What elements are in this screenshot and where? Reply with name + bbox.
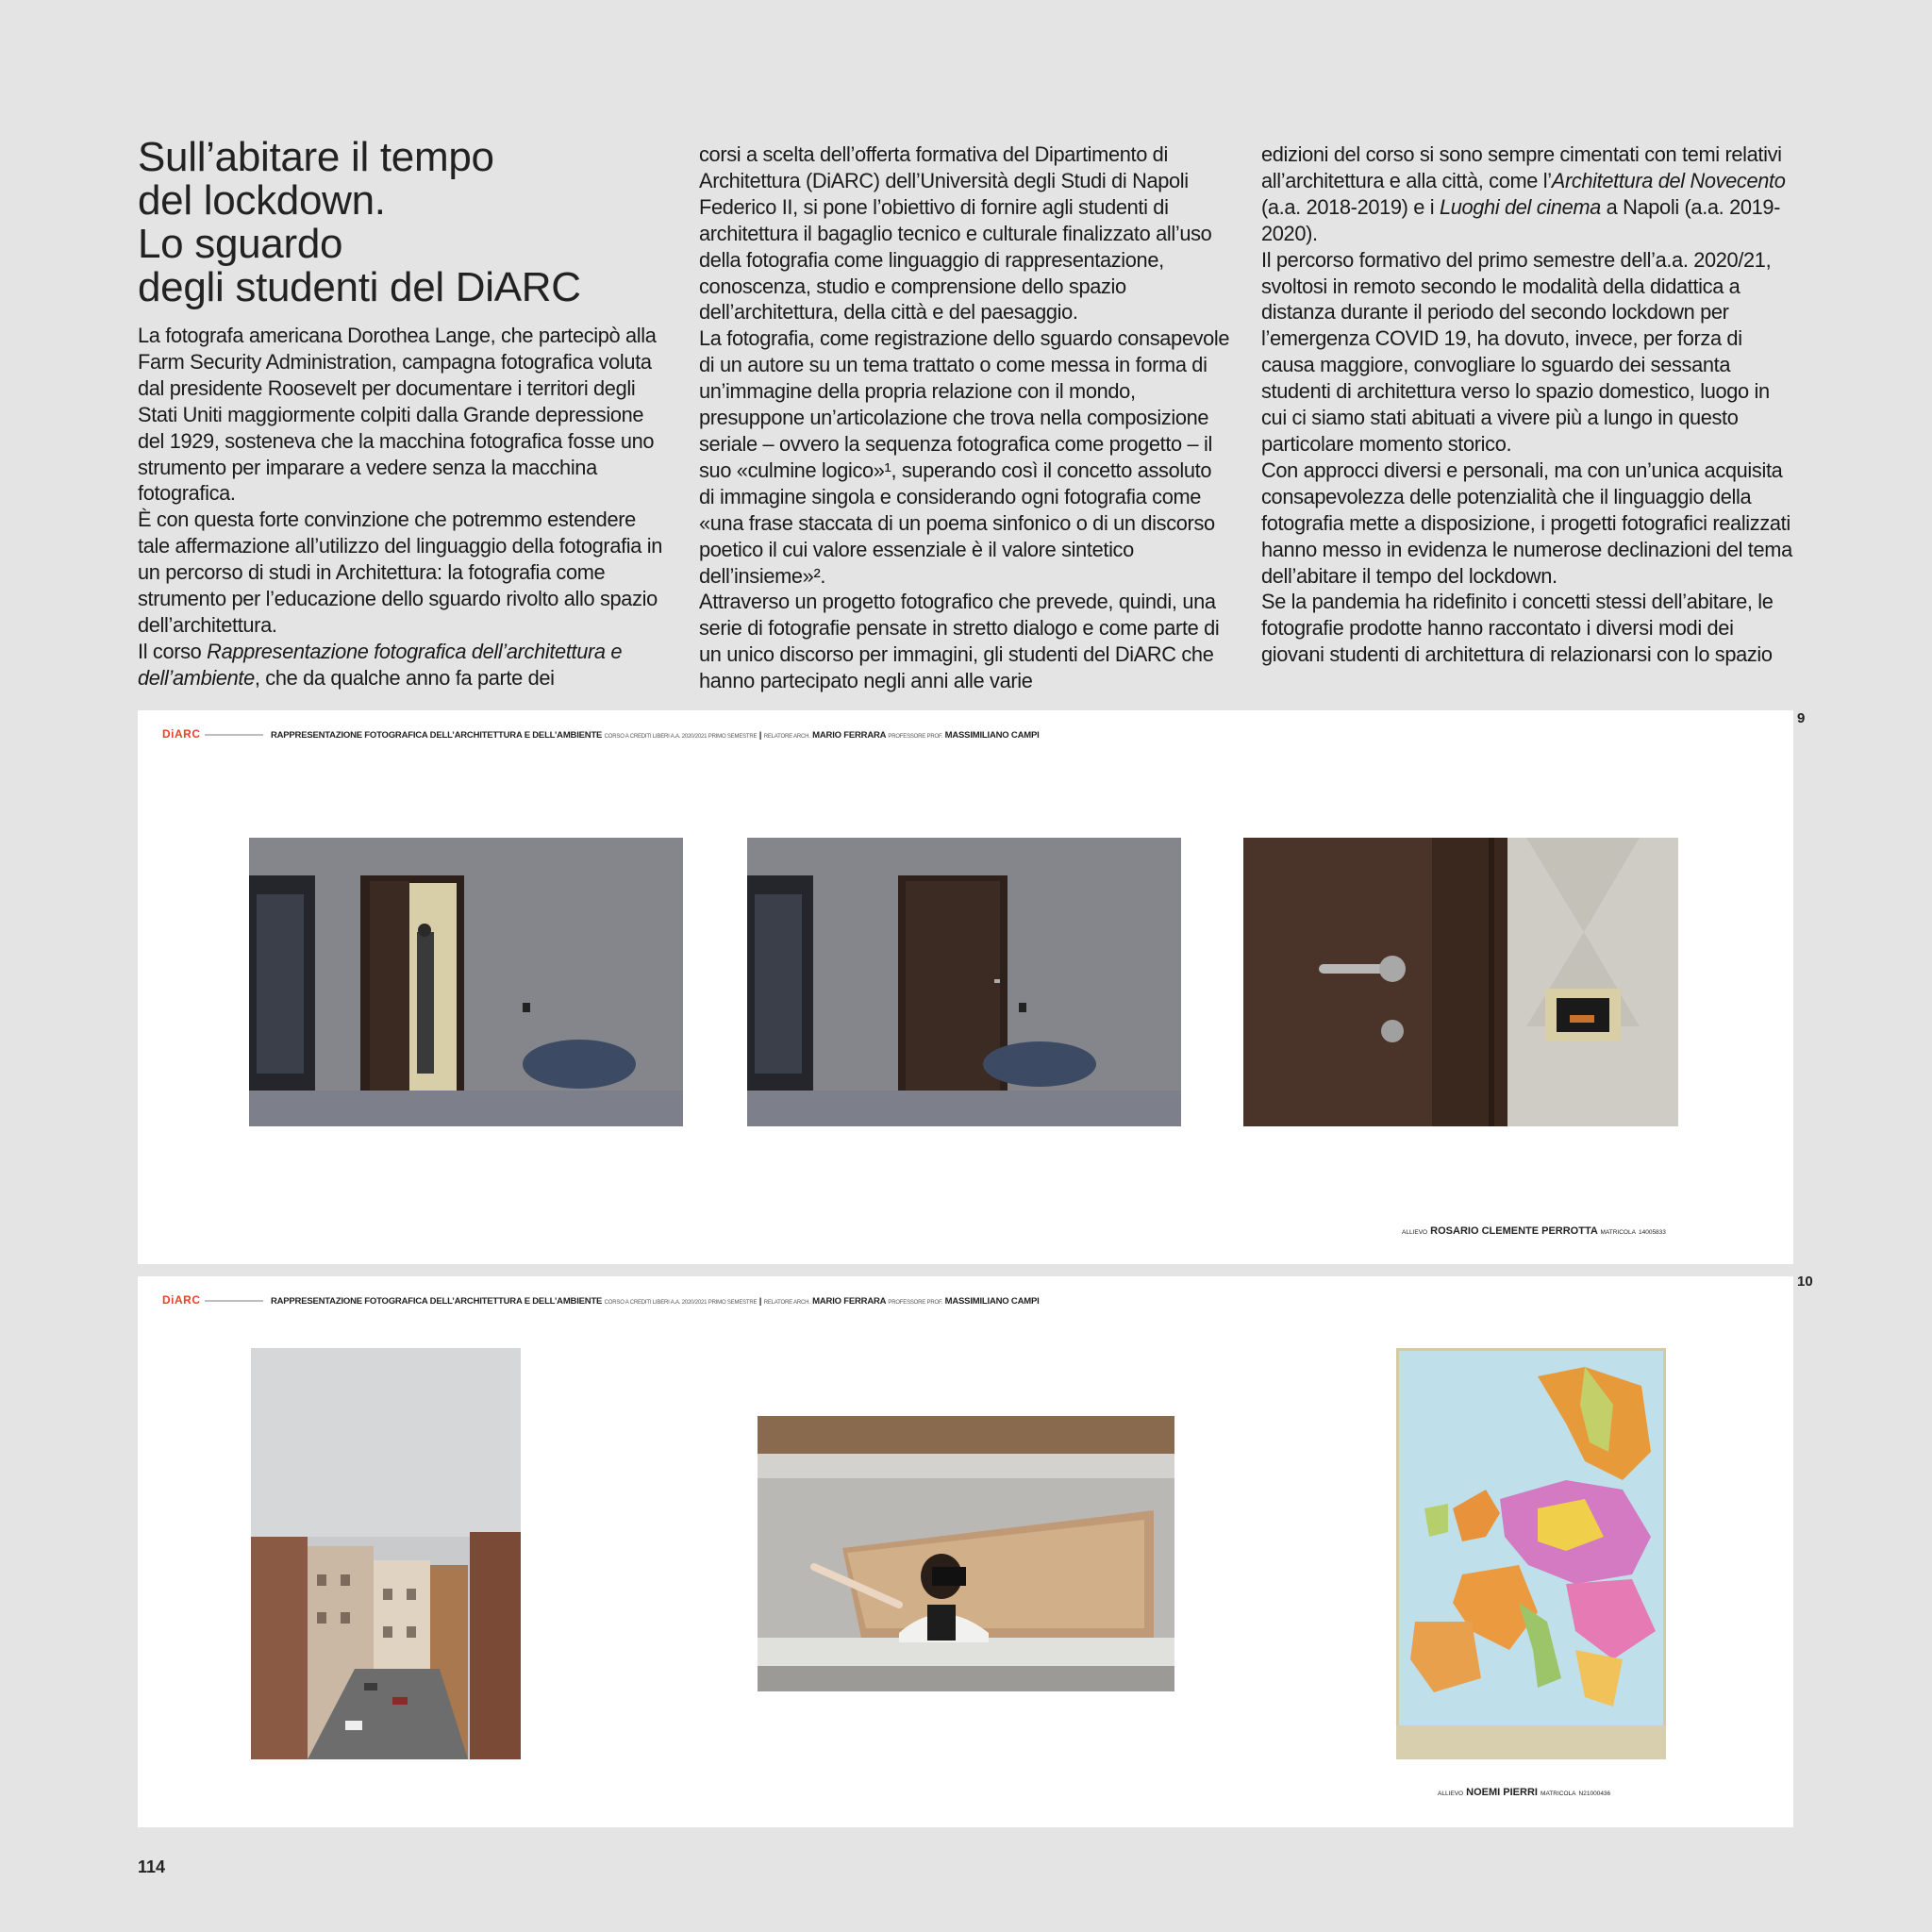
student-label: ALLIEVO [1402, 1229, 1428, 1236]
text-run: Il corso [138, 639, 208, 663]
paragraph: La fotografia, come registrazione dello sguardo consapevole di un autore su un tema trattato o come messa in forma di un’immagine della propria relazione con il mondo, presuppone un’articolazione che trova nella composizione seriale – ovvero la sequenza fotografica come progetto – il suo «culmine logico»¹, superando così il concetto assoluto di immagine singola e considerando ogni fotografia come «una frase staccata di un poema sinfonico o di un discorso poetico il cui valore essenziale è il valore sintetico dell’insieme»². [699, 326, 1230, 588]
diarc-logo: DiARC [162, 727, 201, 741]
page-number: 114 [138, 1857, 166, 1876]
article-title [138, 136, 671, 309]
separator: | [758, 730, 762, 741]
text-column-2 [699, 142, 1232, 694]
paragraph: Attraverso un progetto fotografico che prevede, quindi, una serie di fotografie pensate in stretto dialogo e come parte di un unico discorso per immagini, gli studenti del DiARC che hanno partecipato negli anni alle varie [699, 590, 1220, 693]
relatore-label: RELATORE ARCH. [763, 734, 810, 740]
prof-name: MASSIMILIANO CAMPI [944, 730, 1040, 741]
course-name: RAPPRESENTAZIONE FOTOGRAFICA DELL’ARCHITETTURA E DELL’AMBIENTE [270, 1296, 603, 1307]
paragraph: Il percorso formativo del primo semestre dell’a.a. 2020/21, svoltosi in remoto secondo le modalità della didattica a distanza durante il periodo del secondo lockdown per l’emergenza COVID 19, ha dovuto, invece, per forza di causa maggiore, convogliare lo sguardo dei sessanta studenti di architettura verso lo spazio domestico, luogo in cui ci siamo stati abituati a vivere più a lungo in questo particolare momento storico. [1261, 247, 1772, 456]
course-title-italic: Rappresentazione fotografica dell’architettura e dell’ambiente [138, 639, 623, 690]
student-name: NOEMI PIERRI [1466, 1787, 1538, 1798]
paragraph [1261, 142, 1794, 247]
paragraph: corsi a scelta dell’offerta formativa del Dipartimento di Architettura (DiARC) dell’Università degli Studi di Napoli Federico II, si pone l’obiettivo di fornire agli studenti di architettura il bagaglio tecnico e culturale finalizzato all’uso della fotografia come linguaggio di rappresentazione, conoscenza, studio e comprensione dello spazio dell’architettura, della città e del paesaggio. [699, 142, 1212, 325]
matricola-label: MATRICOLA [1541, 1790, 1576, 1797]
student-credit [1438, 1787, 1610, 1798]
photo-europe-map [1396, 1348, 1666, 1759]
photo-board-9 [138, 710, 1806, 1264]
matricola-number: 14005833 [1638, 1229, 1666, 1236]
relatore-label: RELATORE ARCH. [763, 1300, 810, 1306]
italic-text: Luoghi del cinema [1439, 194, 1601, 219]
text-column-1 [138, 134, 671, 691]
board-number: 9 [1797, 710, 1806, 726]
matricola-label: MATRICOLA [1600, 1229, 1636, 1236]
matricola-number: N21000436 [1578, 1790, 1611, 1797]
prof-label: PROFESSORE PROF. [888, 1300, 943, 1306]
logo-rule [205, 734, 263, 736]
photo-board-10 [138, 1274, 1813, 1827]
separator: | [758, 1296, 762, 1307]
text-run: (a.a. 2018-2019) e i [1261, 194, 1440, 219]
course-sub: CORSO A CREDITI LIBERI A.A. 2020/2021 PRIMO SEMESTRE [604, 1300, 758, 1306]
prof-name: MASSIMILIANO CAMPI [944, 1296, 1040, 1307]
relatore-name: MARIO FERRARA [812, 1296, 886, 1307]
student-credit [1402, 1225, 1666, 1237]
text-run: , che da qualche anno fa parte dei [254, 665, 555, 690]
title-line: del lockdown. [138, 177, 386, 224]
board-header [162, 727, 1040, 741]
photo-door-handle-detail [1243, 838, 1678, 1126]
course-sub: CORSO A CREDITI LIBERI A.A. 2020/2021 PRIMO SEMESTRE [604, 734, 758, 740]
paragraph: Se la pandemia ha ridefinito i concetti stessi dell’abitare, le fotografie prodotte hanno raccontato i diversi modi dei giovani studenti di architettura di relazionarsi con lo spazio [1261, 590, 1774, 667]
photo-bedroom-door-closed [747, 838, 1181, 1126]
diarc-logo: DiARC [162, 1293, 201, 1307]
paragraph: La fotografa americana Dorothea Lange, che partecipò alla Farm Security Administration, campagna fotografica voluta dal presidente Roosevelt per documentare i territori degli Stati Uniti maggiormente colpiti dalla Grande depressione del 1929, sosteneva che la macchina fotografica fosse uno strumento per imparare a vedere senza la macchina fotografica. [138, 324, 657, 506]
paragraph [138, 639, 671, 691]
prof-label: PROFESSORE PROF. [888, 734, 943, 740]
text-run: edizioni del corso si sono sempre cimentati con temi relativi all’architettura e alla città, come l’ [1261, 142, 1782, 192]
student-label: ALLIEVO [1438, 1790, 1464, 1797]
paragraph: È con questa forte convinzione che potremmo estendere tale affermazione all’utilizzo del linguaggio della fotografia in un percorso di studi in Architettura: la fotografia come strumento per l’educazione dello sguardo rivolto allo spazio dell’architettura. [138, 508, 663, 637]
title-line: Sull’abitare il tempo [138, 134, 494, 180]
board-header [162, 1293, 1040, 1307]
board-number: 10 [1797, 1274, 1813, 1290]
title-line: degli studenti del DiARC [138, 264, 581, 310]
text-run: a Napoli (a.a. 2019-2020). [1261, 194, 1781, 245]
photo-bedroom-door-open [249, 838, 683, 1126]
logo-rule [205, 1300, 263, 1302]
photo-woman-with-camera [758, 1416, 1174, 1691]
relatore-name: MARIO FERRARA [812, 730, 886, 741]
student-name: ROSARIO CLEMENTE PERROTTA [1430, 1225, 1598, 1237]
paragraph: Con approcci diversi e personali, ma con un’unica acquisita consapevolezza delle potenzialità che il linguaggio della fotografia mette a disposizione, i progetti fotografici realizzati hanno messo in evidenza le numerose declinazioni del tema dell’abitare il tempo del lockdown. [1261, 458, 1792, 588]
italic-text: Architettura del Novecento [1551, 168, 1786, 192]
title-line: Lo sguardo [138, 221, 343, 267]
photo-city-street-view [251, 1348, 521, 1759]
text-column-3 [1261, 142, 1794, 668]
course-name: RAPPRESENTAZIONE FOTOGRAFICA DELL’ARCHITETTURA E DELL’AMBIENTE [270, 730, 603, 741]
